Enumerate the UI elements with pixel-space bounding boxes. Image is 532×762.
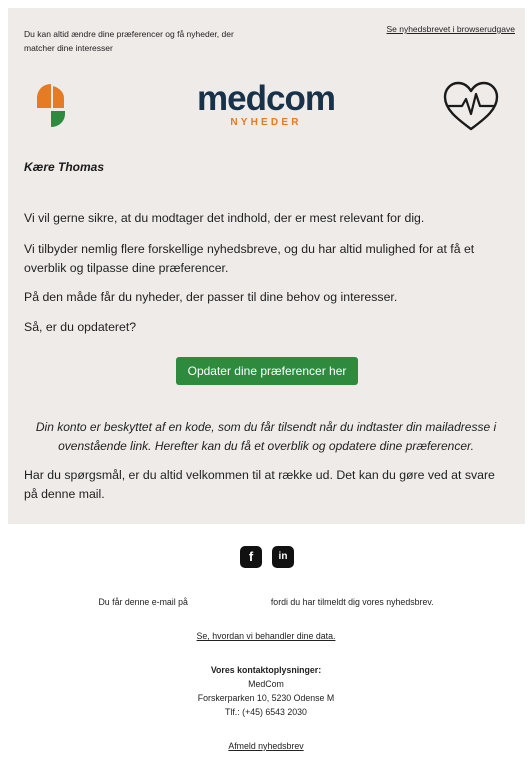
greeting: Kære Thomas xyxy=(24,160,105,174)
paragraph-relevant: Vi vil gerne sikre, at du modtager det indhold, der er mest relevant for dig. xyxy=(24,211,425,225)
received-notice xyxy=(0,595,532,609)
browser-version-link[interactable]: Se nyhedsbrevet i browserudgave xyxy=(386,24,515,34)
contact-address: Forskerparken 10, 5230 Odense M xyxy=(197,693,335,703)
update-preferences-button[interactable]: Opdater dine præferencer her xyxy=(176,357,358,385)
unsubscribe-line xyxy=(0,739,532,753)
paragraph-contact-us: Har du spørgsmål, er du altid velkommen til at række ud. Det kan du gøre ved at svare på denne mail. xyxy=(24,468,495,501)
medcom-nyheder-logo xyxy=(174,80,358,130)
linkedin-icon[interactable]: in xyxy=(272,546,294,568)
medcom-symbol-icon xyxy=(37,84,67,128)
facebook-icon[interactable]: f xyxy=(240,546,262,568)
contact-name: MedCom xyxy=(248,679,284,689)
privacy-link[interactable]: Se, hvordan vi behandler dine data. xyxy=(196,631,336,641)
logo-brand: medcom xyxy=(197,79,335,118)
preferences-note: Du kan altid ændre dine præferencer og få nyheder, der matcher dine interesser xyxy=(24,29,234,53)
received-suffix: fordi du har tilmeldt dig vores nyhedsbrev. xyxy=(270,597,434,607)
logo-subtitle: NYHEDER xyxy=(230,117,302,128)
heart-pulse-icon xyxy=(442,80,500,132)
paragraph-news: På den måde får du nyheder, der passer til dine behov og interesser. xyxy=(24,290,398,304)
paragraph-offers: Vi tilbyder nemlig flere forskellige nyhedsbreve, og du har altid mulighed for at få et overblik og tilpasse dine præferencer. xyxy=(24,242,475,275)
security-note: Din konto er beskyttet af en kode, som du får tilsendt når du indtaster din mailadresse i ovenstående link. Herefter kan du få et overblik og opdatere dine præferencer. xyxy=(35,420,497,453)
contact-block xyxy=(0,663,532,719)
contact-heading: Vores kontaktoplysninger: xyxy=(210,665,322,675)
unsubscribe-link[interactable]: Afmeld nyhedsbrev xyxy=(228,741,304,751)
privacy-line xyxy=(0,629,532,643)
contact-phone: Tlf.: (+45) 6543 2030 xyxy=(225,707,307,717)
paragraph-question: Så, er du opdateret? xyxy=(24,320,137,334)
received-prefix: Du får denne e-mail på xyxy=(98,597,188,607)
